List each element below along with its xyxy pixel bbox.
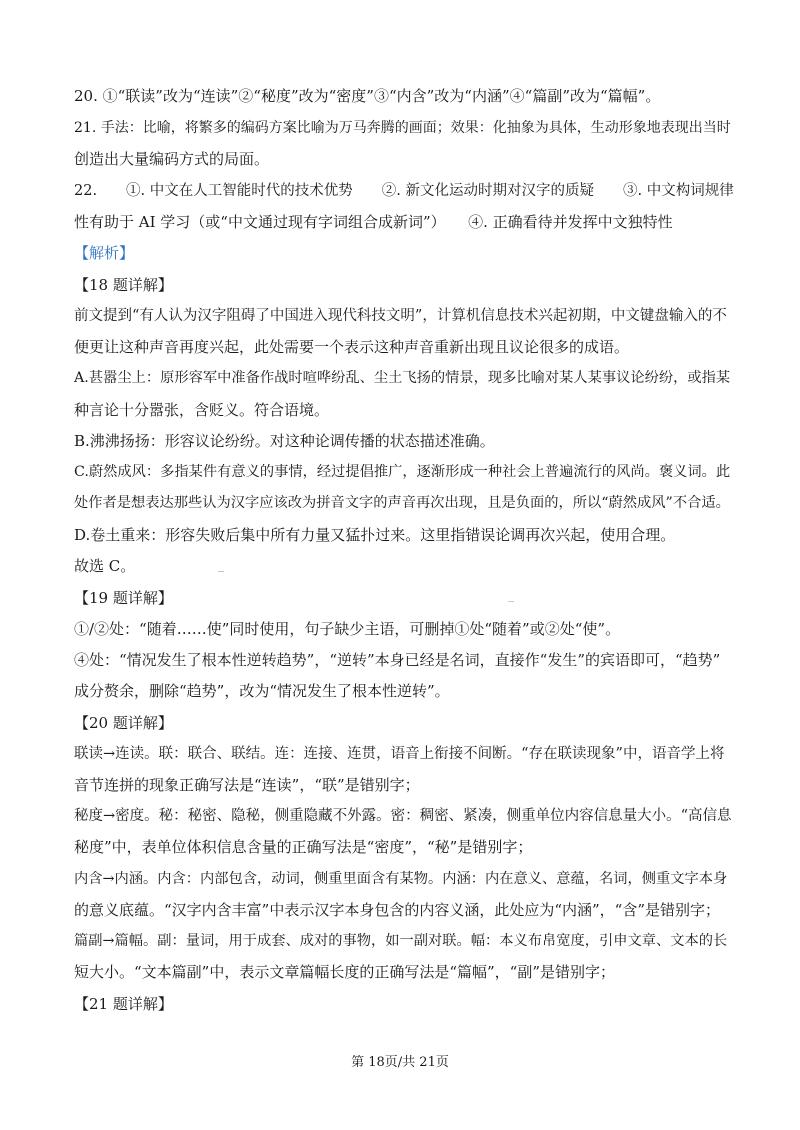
paragraph-line: 处作者是想表达那些认为汉字应该改为拼音文字的声音再次出现，且是负面的，所以“蔚然成风”不合适。 [74,495,730,511]
paragraph-line: 成分赘余，删除“趋势”，改为“情况发生了根本性逆转”。 [74,682,450,700]
answer-22-line-2: 性有助于 AI 学习（或“中文通过现有字词组合成新词”） ④. 正确看待并发挥中文独特性 [74,213,673,231]
answer-21-line-2: 创造出大量编码方式的局面。 [74,150,270,168]
paragraph-line: 音节连拼的现象正确写法是“连读”，“联”是错别字； [74,776,420,794]
answer-22-line-1: 22. ①. 中文在人工智能时代的技术优势 ②. 新文化运动时期对汉字的质疑 ③. 中文构词规律 [74,183,734,199]
scan-speck [218,571,224,572]
section-18-heading: 【18 题详解】 [74,276,173,294]
paragraph-line: 内含→内涵。内含：内部包含，动词，侧重里面含有某物。内涵：内在意义、意蕴，名词，侧重文字本身 [74,871,728,887]
section-19-heading: 【19 题详解】 [74,589,173,607]
paragraph-line: 短大小。“文本篇副”中，表示文章篇幅长度的正确写法是“篇幅”，“副”是错别字； [74,963,616,981]
paragraph-line: 种言论十分嚣张，含贬义。符合语境。 [74,401,330,419]
answer-20: 20. ①“联读”改为“连读”②“秘度”改为“密度”③“内含”改为“内涵”④“篇副”改为“篇幅”。 [74,87,661,105]
paragraph-line: 联读→连读。联：联合、联结。连：连接、连贯，语音上衔接不间断。“存在联读现象”中，语音学上将 [74,746,725,762]
paragraph-line: C.蔚然成风：多指某件有意义的事情，经过提倡推广，逐渐形成一种社会上普遍流行的风尚。褒义词。此 [74,464,731,480]
paragraph-line: 的意义底蕴。“汉字内含丰富”中表示汉字本身包含的内容义涵，此处应为“内涵”，“含”是错别字； [74,901,721,919]
paragraph-line: 便更让这种声音再度兴起，此处需要一个表示这种声音重新出现且议论很多的成语。 [74,338,630,356]
paragraph-line: ④处：“情况发生了根本性逆转趋势”，“逆转”本身已经是名词，直接作“发生”的宾语即可，“趋势” [74,651,721,669]
paragraph-line: 秘度”中，表单位体积信息含量的正确写法是“密度”，“秘”是错别字； [74,838,533,856]
paragraph-line: 前文提到“有人认为汉字阻碍了中国进入现代科技文明”，计算机信息技术兴起初期，中文键盘输入的不 [74,308,727,324]
paragraph-line: ①/②处：“随着……使”同时使用，句子缺少主语，可删掉①处“随着”或②处“使”。 [74,620,621,638]
section-20-heading: 【20 题详解】 [74,714,173,732]
page-number: 第 18页/共 21页 [351,1055,449,1070]
paragraph-line: 故选 C。 [74,557,136,575]
answer-21-line-1: 21. 手法：比喻，将繁多的编码方案比喻为万马奔腾的画面；效果：化抽象为具体，生动形象地表现出当时 [74,120,731,136]
section-21-heading: 【21 题详解】 [74,995,173,1013]
paragraph-line: 篇副→篇幅。副：量词，用于成套、成对的事物，如一副对联。幅：本义布帛宽度，引申文章、文本的长 [74,933,728,949]
paragraph-line: B.沸沸扬扬：形容议论纷纷。对这种论调传播的状态描述准确。 [74,432,495,450]
paragraph-line: A.甚嚣尘上：原形容军中准备作战时喧哗纷乱、尘土飞扬的情景，现多比喻对某人某事议论纷纷，或指某 [74,370,731,386]
analysis-heading: 【解析】 [74,244,135,262]
scan-speck [508,601,514,602]
paragraph-line: D.卷土重来：形容失败后集中所有力量又猛扑过来。这里指错误论调再次兴起，使用合理。 [74,526,676,544]
paragraph-line: 秘度→密度。秘：秘密、隐秘，侧重隐藏不外露。密：稠密、紧凑，侧重单位内容信息量大小。“高信息 [74,808,732,824]
